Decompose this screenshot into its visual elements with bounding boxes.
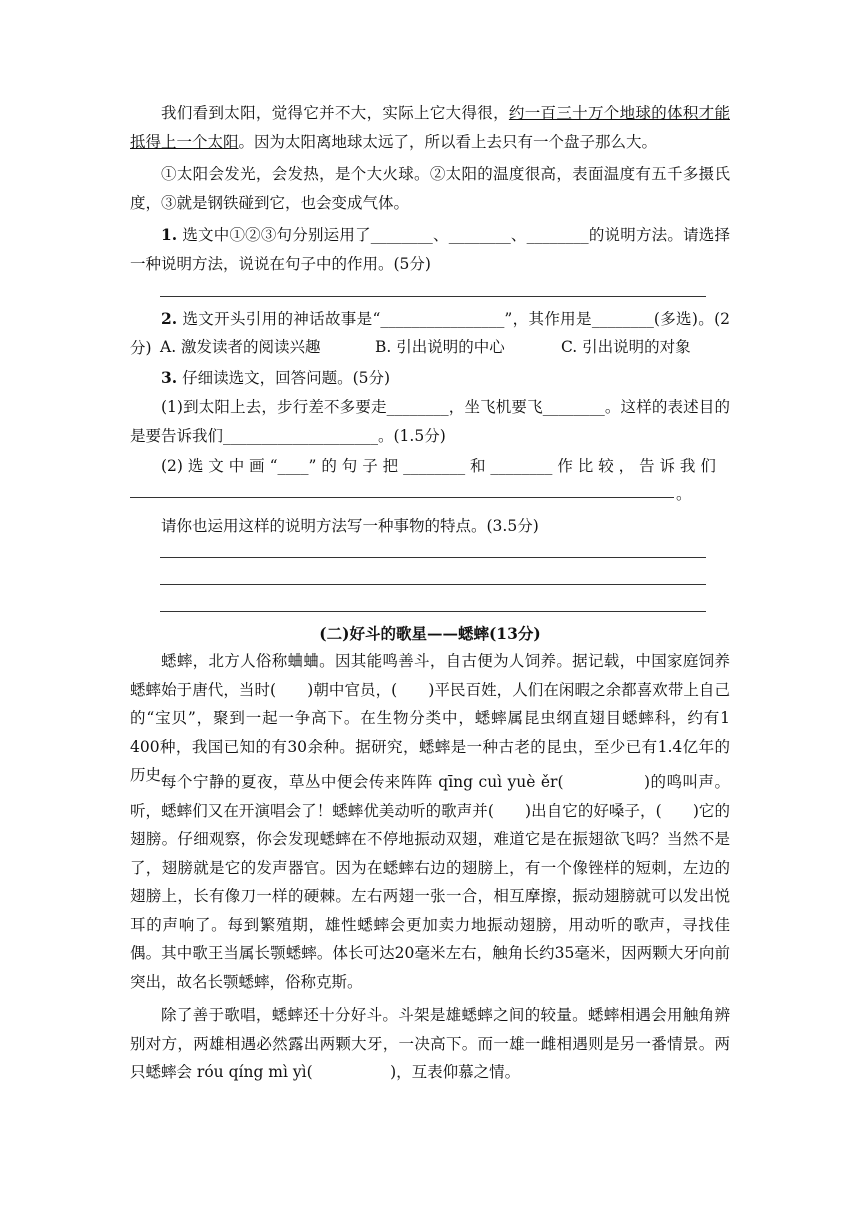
passage-text: 。因为太阳离地球太远了，所以看上去只有一个盘子那么大。 [238,132,658,151]
passage-text: 我们看到太阳，觉得它并不大，实际上它大得很， [161,104,509,122]
question-text: 仔细读选文，回答问题。(5分) [177,369,391,387]
underlined-sentence: 约一百三十万个地球的体积才能抵得上一个太阳 [130,104,730,151]
question-number: 3. [161,368,178,387]
sentence-end-mark: 。 [676,485,692,503]
question-3-sub-2: (2) 选 文 中 画 “____” 的 句 子 把 ________ 和 ________ 作 比 较 ， 告 诉 我 们 [161,457,716,475]
section-2-paragraph-2: 每个宁静的夏夜，草丛中便会传来阵阵 qīng cuì yuè ěr( )的鸣叫声。听，蟋蟀们又在开演唱会了！蟋蟀优美动听的歌声并( )出自它的好嗓子，( )它的翅膀。仔细观察，你会发现蟋蟀在不停地振动双翅，难道它是在振翅欲飞吗？当然不是了，翅膀就是它的发声器官。因为在蟋蟀右边的翅膀上，有一个像锉样的短刺，左边的翅膀上，长有像刀一样的硬棘。左右两翅一张一合，相互摩擦，振动翅膀就可以发出悦耳的声响了。每到繁殖期，雄性蟋蟀会更加卖力地振动翅膀，用动听的歌声，寻找佳偶。其中歌王当属长颚蟋蟀。体长可达20毫米左右，触角长约35毫米，因两颗大牙向前突出，故名长颚蟋蟀，俗称克斯。 [130,773,730,991]
option-b[interactable]: B. 引出说明的中心 [375,338,505,356]
question-number: 1. [161,225,178,244]
answer-line[interactable] [160,584,706,585]
question-3 [130,364,730,393]
answer-line[interactable] [160,557,706,558]
question-3-sub-1: (1)到太阳上去，步行差不多要走________，坐飞机要飞________。这样的表述目的是要告诉我们____________________。(1.5分) [130,398,730,445]
section-title: (二)好斗的歌星——蟋蟀(13分) [319,624,541,643]
option-c[interactable]: C. 引出说明的对象 [561,338,691,356]
question-text: 选文中①②③句分别运用了________、________、________的说明方法。请选择一种说明方法，说说在句子中的作用。(5分) [130,226,730,273]
passage-paragraph-2: ①太阳会发光，会发热，是个大火球。②太阳的温度很高，表面温度有五千多摄氏度，③就是钢铁碰到它，也会变成气体。 [130,165,730,212]
answer-line[interactable] [160,296,706,297]
passage-paragraph-1 [130,99,730,156]
option-a[interactable]: A. 激发读者的阅读兴趣 [160,338,321,356]
question-text: 选文开头引用的神话故事是“________________”，其作用是________(多选)。(2分) [130,310,730,357]
section-2-paragraph-1: 蟋蟀，北方人俗称蛐蛐。因其能鸣善斗，自古便为人饲养。据记载，中国家庭饲养蟋蟀始于唐代，当时( )朝中官员，( )平民百姓，人们在闲暇之余都喜欢带上自己的“宝贝”，聚到一起一争高下。在生物分类中，蟋蟀属昆虫纲直翅目蟋蟀科，约有1 400种，我国已知的有30余种。据研究，蟋蟀是一种古老的昆虫，至少已有1.4亿年的历史。 [130,652,730,784]
answer-line[interactable] [130,497,674,498]
question-1 [130,221,730,278]
question-3-sub-3: 请你也运用这样的说明方法写一种事物的特点。(3.5分) [161,517,539,535]
answer-line[interactable] [160,611,706,612]
question-number: 2. [161,309,178,328]
section-2-paragraph-3: 除了善于歌唱，蟋蟀还十分好斗。斗架是雄蟋蟀之间的较量。蟋蟀相遇会用触角辨别对方，两雄相遇必然露出两颗大牙，一决高下。而一雄一雌相遇则是另一番情景。两只蟋蟀会 róu qíng mì yì( )，互表仰慕之情。 [130,1006,730,1081]
